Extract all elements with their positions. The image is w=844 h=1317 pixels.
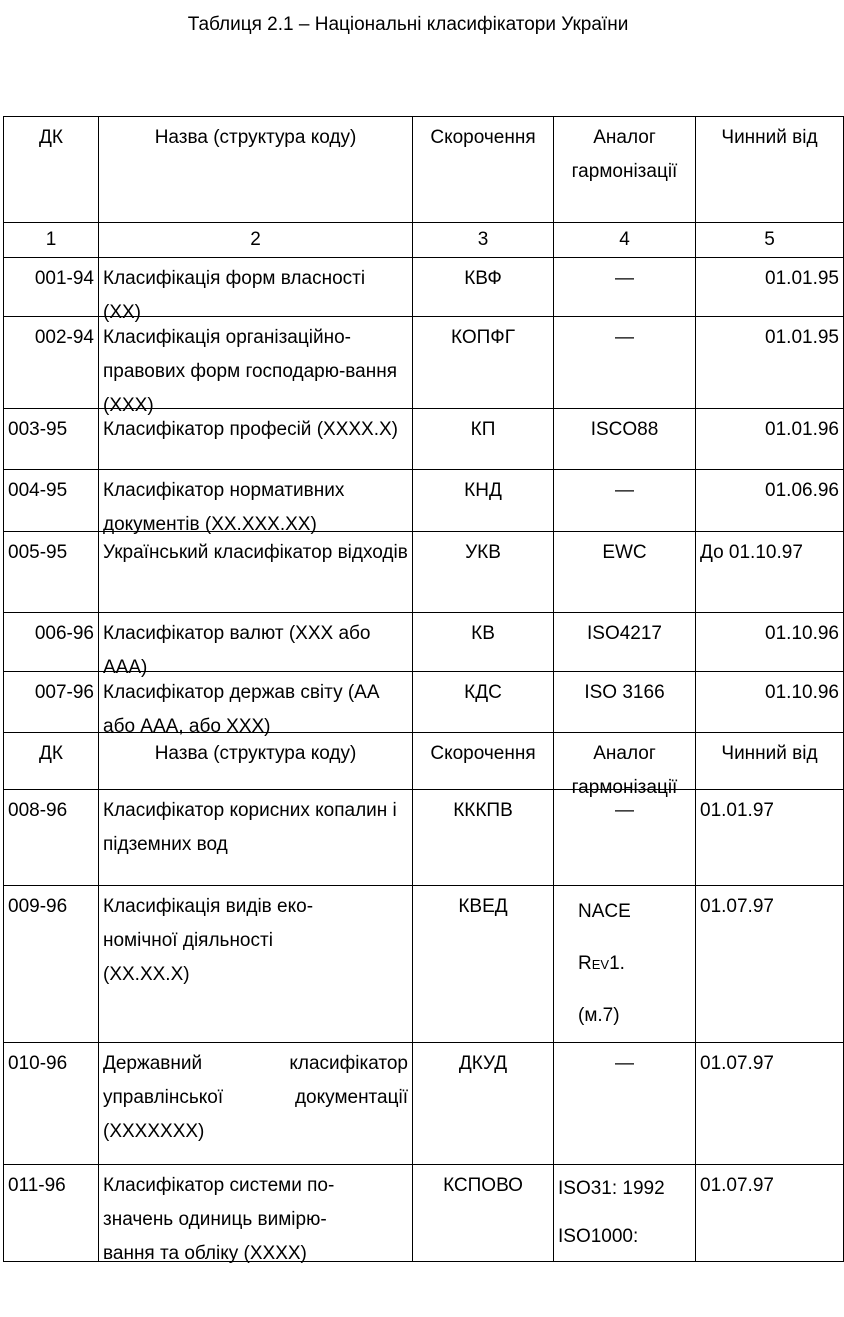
classifier-name-text: Класифікатор держав світу (AA або AAA, або XXX) — [103, 682, 379, 737]
dk-code: 007-96 — [4, 672, 99, 733]
analog-line: (м.7) — [578, 1005, 620, 1026]
analog: — — [554, 790, 696, 886]
abbreviation: КВФ — [413, 258, 554, 317]
classifier-name-text: Український класифікатор відходів — [103, 542, 408, 563]
abbreviation: КОПФГ — [413, 317, 554, 409]
classifier-name: Класифікатор корисних копалин і підземних вод — [99, 790, 413, 886]
classifier-name — [99, 1043, 413, 1165]
classifier-name — [99, 672, 413, 737]
classifier-name — [99, 470, 413, 535]
classifier-name — [99, 317, 413, 416]
classifier-name — [99, 1165, 413, 1262]
table-row — [4, 1043, 844, 1165]
header-dk: ДК — [4, 733, 99, 790]
table-row — [4, 470, 844, 532]
table-title: Таблиця 2.1 – Національні класифікатори України — [187, 14, 629, 35]
valid-from: 01.01.97 — [696, 790, 844, 886]
abbreviation: КВЕД — [413, 886, 554, 1043]
header-analog: Аналог гармонізації — [554, 117, 696, 223]
valid-from: 01.06.96 — [696, 470, 844, 532]
abbreviation: УКВ — [413, 532, 554, 613]
name-line: управлінської документації — [103, 1087, 408, 1108]
table-row — [4, 532, 844, 613]
classifier-name-text: Класифікатор нормативних документів (XX.XXX.XX) — [103, 480, 345, 535]
abbreviation: КДС — [413, 672, 554, 733]
name-line: значень одиниць вимірю- — [103, 1209, 327, 1230]
valid-from: 01.01.96 — [696, 409, 844, 470]
classifier-name — [99, 886, 413, 1043]
analog: ISO4217 — [554, 613, 696, 672]
table-row — [4, 790, 844, 886]
dk-code: 009-96 — [4, 886, 99, 1043]
abbreviation: КСПОВО — [413, 1165, 554, 1262]
dk-code: 003-95 — [4, 409, 99, 470]
abbreviation: КККПВ — [413, 790, 554, 886]
abbreviation: КП — [413, 409, 554, 470]
valid-from: 01.07.97 — [696, 1165, 844, 1262]
dk-code: 006-96 — [4, 613, 99, 672]
valid-from: 01.10.96 — [696, 672, 844, 733]
dk-code: 004-95 — [4, 470, 99, 532]
analog: EWC — [554, 532, 696, 613]
name-line: (XX.XX.X) — [103, 964, 190, 985]
analog: — — [554, 258, 696, 317]
classifier-name — [99, 532, 413, 613]
dk-code: 011-96 — [4, 1165, 99, 1262]
dk-code: 001-94 — [4, 258, 99, 317]
table-row — [4, 672, 844, 733]
abbreviation: КВ — [413, 613, 554, 672]
classifier-name — [99, 409, 413, 470]
colnum-4: 4 — [554, 223, 696, 258]
name-line: Класифікація видів еко- — [103, 896, 314, 917]
valid-from: 01.10.96 — [696, 613, 844, 672]
analog-line: ISO1000: — [558, 1226, 639, 1247]
analog — [554, 886, 696, 1043]
classifier-name — [99, 613, 413, 678]
classifier-name-text: Класифікатор професій (XXXX.X) — [103, 419, 399, 440]
analog: — — [554, 1043, 696, 1165]
valid-from: До 01.10.97 — [696, 532, 844, 613]
analog — [554, 1165, 696, 1262]
header-analog — [554, 733, 696, 798]
table-header-row — [4, 117, 844, 223]
classifier-name — [99, 258, 413, 323]
analog: ISO 3166 — [554, 672, 696, 733]
analog-line: Rev1. — [578, 953, 625, 974]
classifiers-table — [3, 116, 844, 1262]
name-line: номічної діяльності — [103, 930, 273, 951]
colnum-1: 1 — [4, 223, 99, 258]
dk-code: 005-95 — [4, 532, 99, 613]
valid-from: 01.01.95 — [696, 258, 844, 317]
colnum-5: 5 — [696, 223, 844, 258]
table-row — [4, 317, 844, 409]
name-line: Державний класифікатор — [103, 1053, 408, 1074]
colnum-2: 2 — [99, 223, 413, 258]
dk-code: 008-96 — [4, 790, 99, 886]
dk-code: 002-94 — [4, 317, 99, 409]
abbreviation: КНД — [413, 470, 554, 532]
name-line: Класифікатор системи по- — [103, 1175, 335, 1196]
analog: — — [554, 470, 696, 532]
analog-line: NACE — [578, 901, 631, 922]
name-line: вання та обліку (XXXX) — [103, 1243, 307, 1264]
header-abbr: Скорочення — [413, 733, 554, 790]
abbreviation: ДКУД — [413, 1043, 554, 1165]
analog: — — [554, 317, 696, 409]
table-row — [4, 258, 844, 317]
table-row — [4, 613, 844, 672]
valid-from: 01.01.95 — [696, 317, 844, 409]
header-analog-text: Аналог гармонізації — [571, 743, 678, 798]
classifiers-table-wrap — [3, 116, 839, 1269]
name-line: (XXXXXXX) — [103, 1121, 205, 1142]
header-name: Назва (структура коду) — [99, 733, 413, 790]
header-valid: Чинний від — [696, 733, 844, 790]
header-dk: ДК — [4, 117, 99, 223]
table-row — [4, 1165, 844, 1262]
analog-line: ISO31: 1992 — [558, 1178, 665, 1199]
classifier-name-text: Класифікація організаційно-правових форм господарю-вання (XXX) — [103, 327, 397, 416]
colnum-3: 3 — [413, 223, 554, 258]
column-number-row — [4, 223, 844, 258]
header-abbr: Скорочення — [413, 117, 554, 223]
analog: ISCO88 — [554, 409, 696, 470]
header-valid: Чинний від — [696, 117, 844, 223]
classifier-name-text: Класифікація форм власності (XX) — [103, 268, 366, 323]
valid-from: 01.07.97 — [696, 886, 844, 1043]
table-row — [4, 886, 844, 1043]
dk-code: 010-96 — [4, 1043, 99, 1165]
valid-from: 01.07.97 — [696, 1043, 844, 1165]
classifier-name-text: Класифікатор валют (XXX або AAA) — [103, 623, 371, 678]
header-name: Назва (структура коду) — [99, 117, 413, 223]
table-row — [4, 409, 844, 470]
